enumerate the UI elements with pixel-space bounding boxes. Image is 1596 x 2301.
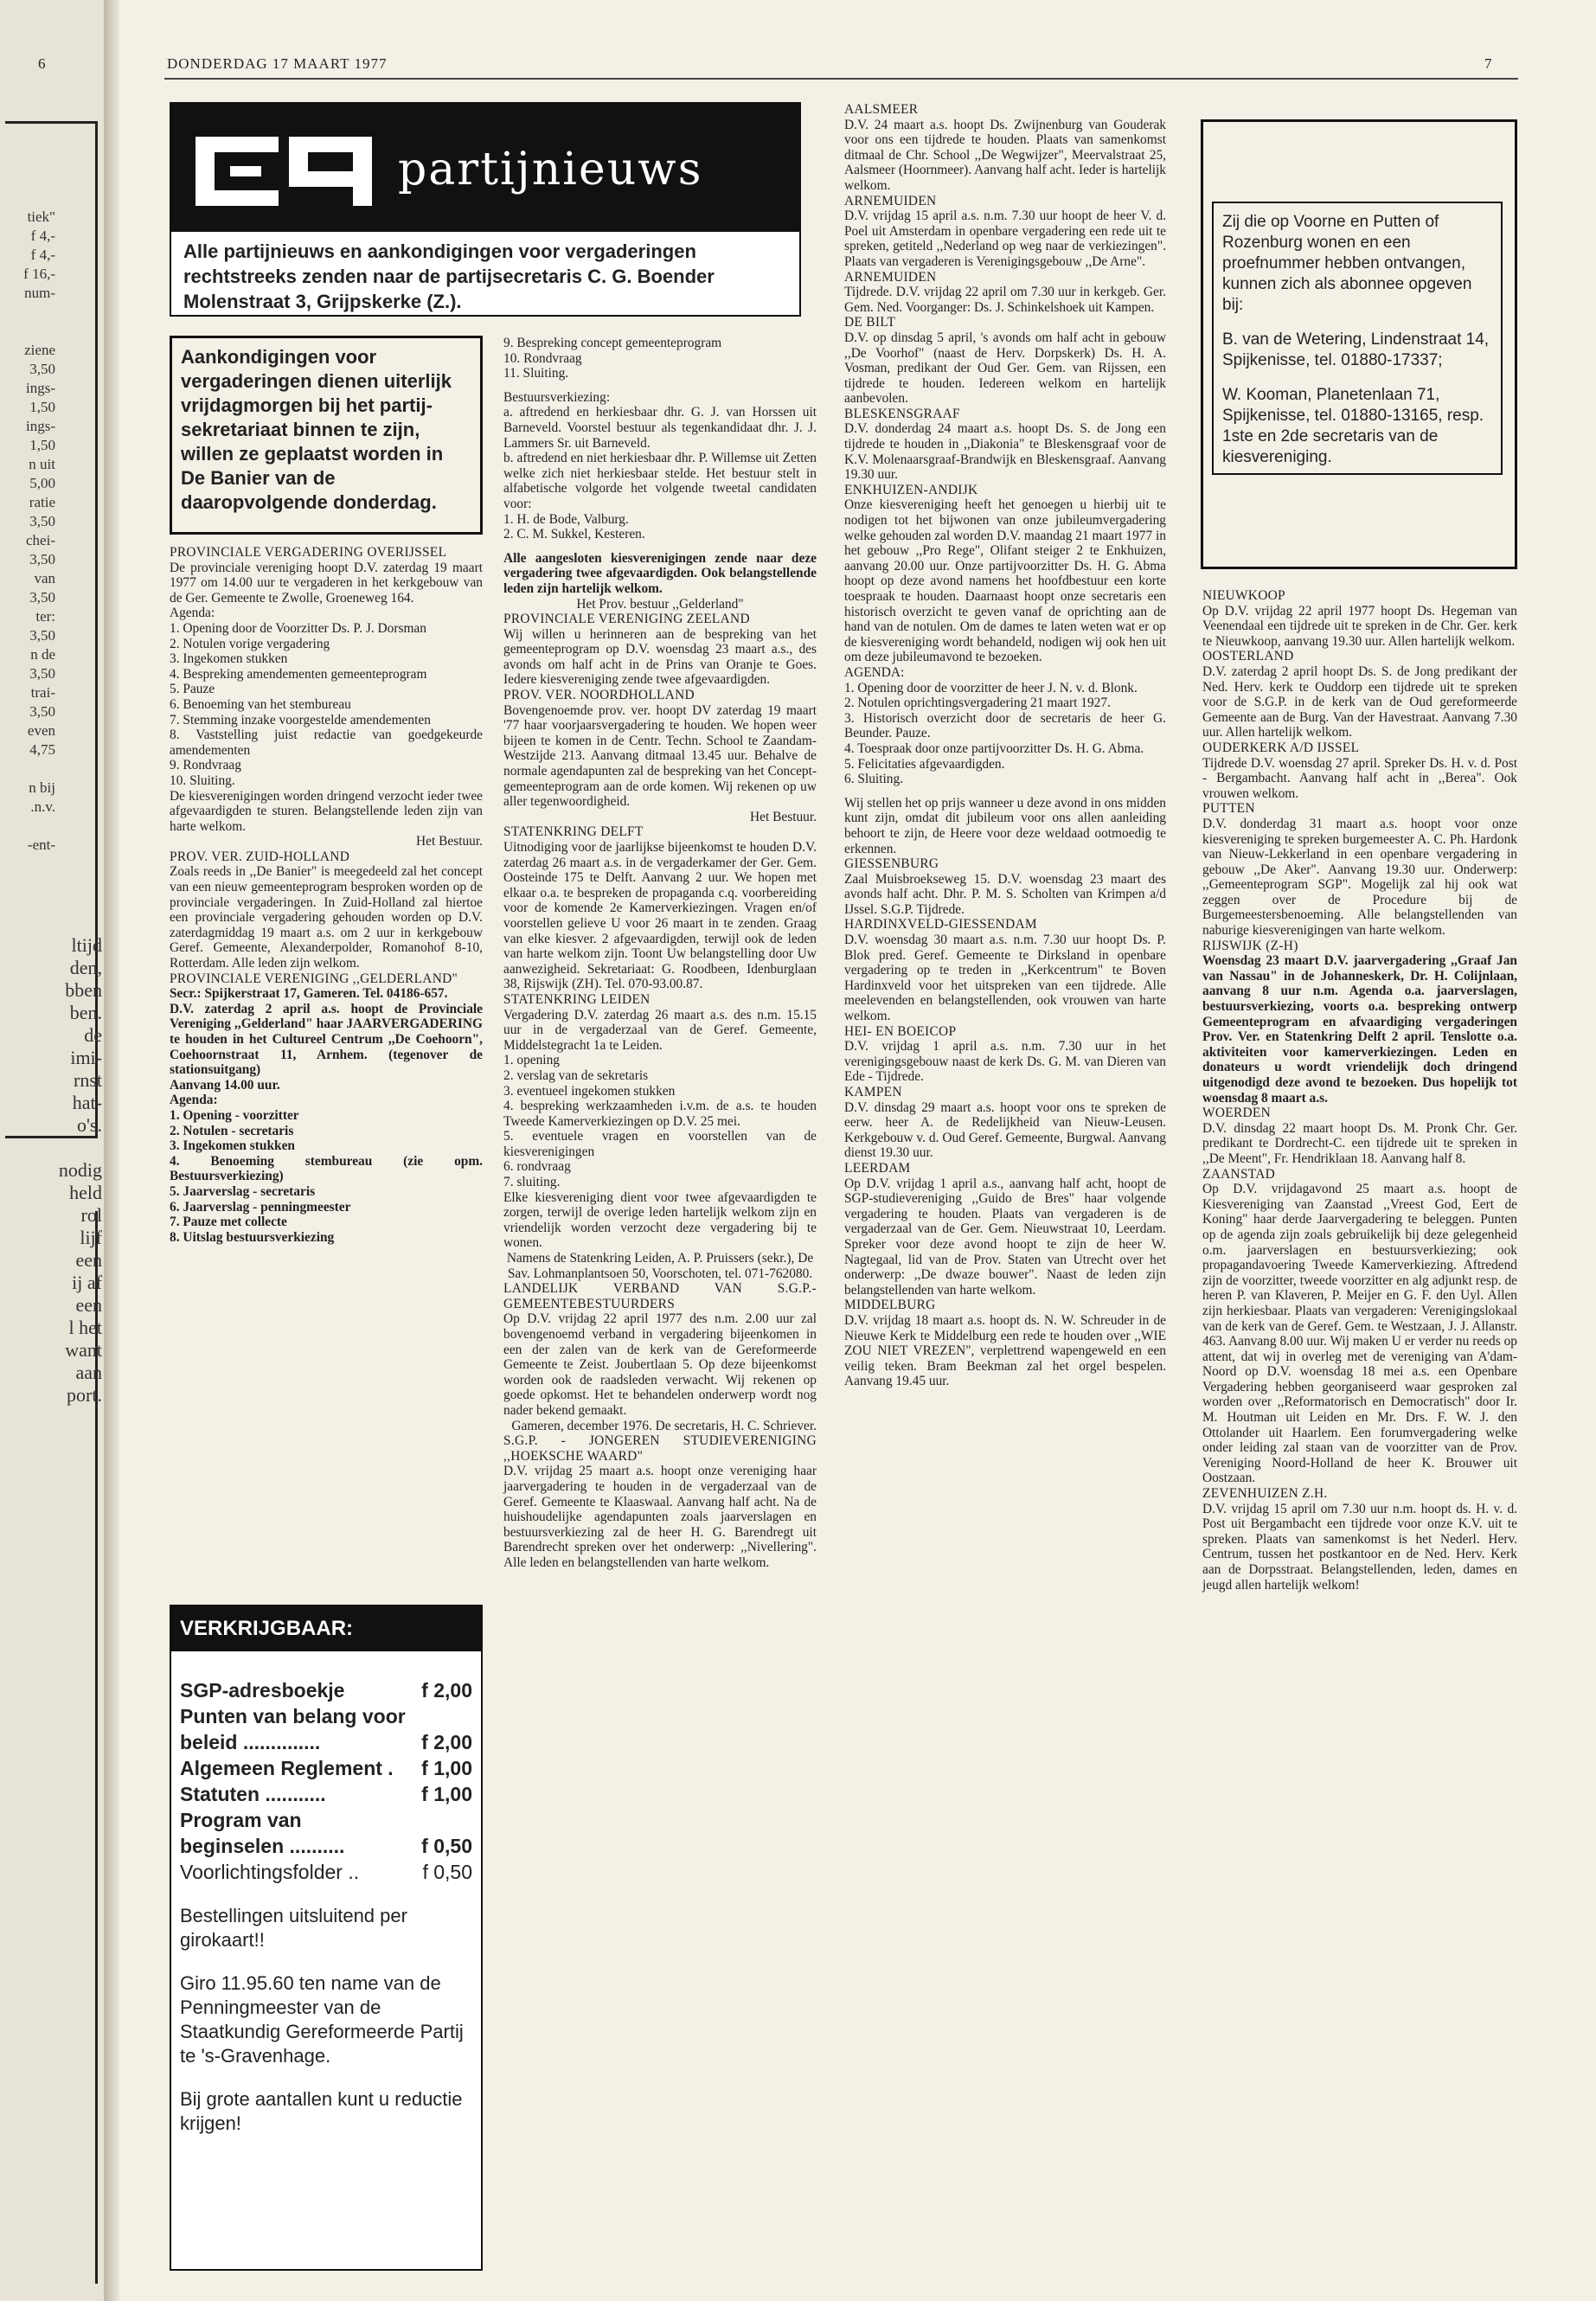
list-item: 4. Toespraak door onze partijvoorzitter Ds. H. G. Abma. <box>844 740 1144 756</box>
signature: Gameren, december 1976. De secretaris, H. C. Schriever. <box>511 1418 817 1433</box>
list-item: 2. Notulen oprichtingsvergadering 21 maart 1927. <box>844 695 1111 711</box>
list-item: 2. Notulen vorige vergadering <box>170 636 330 651</box>
list-item: 1. Opening door de Voorzitter Ds. P. J. Dorsman <box>170 620 426 636</box>
paragraph: Aanvang 14.00 uur. <box>170 1077 280 1093</box>
paragraph: D.V. vrijdag 25 maart a.s. hoopt onze vereniging haar jaarvergadering te houden in de vergaderzaal van de Geref. Gemeente te Klaaswaal. Aanvang half acht. Na de huishoudelijke agendapunten zoals jaarverslagen en bestuursverkiezing zal de heer H. G. Barendregt uit Barendrecht spreken over het onderwerp: ,,Nivellering". Alle leden en belangstellenden van harte welkom. <box>503 1464 817 1570</box>
paragraph: Op D.V. vrijdag 22 april 1977 des n.m. 2.00 uur zal bovengenoemd verband in vergadering bijeenkomen in een der zalen van de kerk van de Gereformeerde Gemeente te Zeist. Joubertlaan 5. Op deze bijeenkomst worden ook de raadsleden verwacht. Wij rekenen op goede opkomst. Het te behandelen onderwerp wordt nog nader bekend gemaakt. <box>503 1311 817 1418</box>
list-item: 5. Felicitaties afgevaardigden. <box>844 756 1005 772</box>
heading: STATENKRING DELFT <box>503 824 644 840</box>
price-row: Program van <box>180 1809 302 1831</box>
list-item: 3. Ingekomen stukken <box>170 1138 295 1154</box>
heading: PROV. VER. NOORDHOLLAND <box>503 688 695 703</box>
signature: Het Prov. bestuur ,,Gelderland" <box>576 596 744 612</box>
heading: ENKHUIZEN-ANDIJK <box>844 482 978 497</box>
list-item: 2. C. M. Sukkel, Kesteren. <box>503 527 645 542</box>
verk-reduction: Bij grote aantallen kunt u reductie krijgen! <box>180 2088 463 2134</box>
heading: PROVINCIALE VERENIGING ZEELAND <box>503 612 750 627</box>
heading: LANDELIJK VERBAND VAN S.G.P.-GEMEENTEBESTUURDERS <box>503 1281 817 1311</box>
heading: ZEVENHUIZEN Z.H. <box>1202 1486 1328 1502</box>
heading: WOERDEN <box>1202 1106 1272 1121</box>
heading: AALSMEER <box>844 102 919 117</box>
paragraph: Tijdrede D.V. woensdag 27 april. Spreker Ds. H. v. d. Post - Bergambacht. Aanvang half acht in ,,Berea". Ook vrouwen welkom. <box>1202 755 1517 801</box>
heading: MIDDELBURG <box>844 1298 936 1313</box>
price-row: Algemeen Reglement . f 1,00 <box>180 1757 472 1779</box>
list-item: 6. Jaarverslag - penningmeester <box>170 1199 351 1215</box>
heading: PROVINCIALE VERGADERING OVERIJSSEL <box>170 545 447 560</box>
list-item: 3. Historisch overzicht door de secretaris de heer G. Beunder. Pauze. <box>844 710 1166 741</box>
paragraph: D.V. dinsdag 22 maart hoopt Ds. M. Pronk Chr. Ger. predikant te Dordrecht-C. een tijdrede uit te spreken in ,,De Meent", Fr. Hendriklaan 18. Aanvang half 8. <box>1202 1120 1517 1166</box>
paragraph: Zij die op Voorne en Putten of Rozenburg wonen en een proefnummer hebben ontvangen, kunnen zich als abonnee opgeven bij: <box>1222 213 1472 314</box>
list-item: 1. opening <box>503 1053 560 1068</box>
strip-page-number: 6 <box>38 55 46 72</box>
paragraph: De provinciale vereniging hoopt D.V. zaterdag 19 maart 1977 om 14.00 uur te vergaderen in het kerkgebouw van de Ger. Gemeente te Zwolle, Groeneweg 164. <box>170 560 483 606</box>
banner-title: partijnieuws <box>398 144 703 195</box>
label: Agenda: <box>170 606 215 621</box>
heading: PUTTEN <box>1202 801 1255 817</box>
banner-intro: Alle partijnieuws en aankondigingen voor vergaderingen rechtstreeks zenden naar de partijsecretaris C. G. Boender Molenstraat 3, Grijpskerke (Z.). <box>170 230 801 317</box>
paragraph: B. van de Wetering, Lindenstraat 14, Spijkenisse, tel. 01880-17337; <box>1222 330 1490 369</box>
paragraph: Op D.V. vrijdag 22 april 1977 hoopt Ds. Hegeman van Veenendaal een tijdrede uit te spreken in de Chr. Ger. kerk te Nieuwkoop, aanvang 19.30 uur. Allen hartelijk welkom. <box>1202 603 1517 649</box>
list-item: 9. Bespreking concept gemeenteprogram <box>503 336 722 350</box>
subscription-box <box>1201 119 1517 569</box>
label: AGENDA: <box>844 664 905 680</box>
list-item: 5. eventuele vragen en voorstellen van de kiesverenigingen <box>503 1129 817 1159</box>
list-item: 7. Stemming inzake voorgestelde amendementen <box>170 712 431 727</box>
heading: DE BILT <box>844 315 896 330</box>
signature: Het Bestuur. <box>750 809 817 824</box>
column-4 <box>1202 588 1517 1593</box>
heading: ARNEMUIDEN <box>844 269 937 285</box>
list-item: 2. verslag van de sekretaris <box>503 1067 649 1083</box>
list-item: 5. Jaarverslag - secretaris <box>170 1183 316 1199</box>
paragraph: Onze kiesvereniging heeft het genoegen u hierbij uit te nodigen tot het bijwonen van onze jubileumvergadering welke gehouden zal worden D.V. maandag 21 maart 1977 in het gebouw ,,Pro Rege", Olifant steiger 2 te Enkhuizen, aanvang 20.00 uur. Onze partijvoorzitter Ds. H. G. Abma hoopt op deze avond namens het hoofdbestuur een korte toespraak te houden. Daarnaast hoopt onze secretaris een historisch overzicht te geven vanaf de oprichting aan de hand van de notulen. Om de dames te laten weten wat er op de kiesvereniging wordt behandeld, nodigen wij ook hen uit om deze jubileumavond te bezoeken. <box>844 497 1166 665</box>
price-row: Voorlichtingsfolder .. f 0,50 <box>180 1861 472 1883</box>
heading: BLESKENSGRAAF <box>844 406 960 421</box>
heading: ARNEMUIDEN <box>844 193 937 208</box>
page-gutter <box>104 0 119 2301</box>
partijnieuws-banner <box>170 102 801 230</box>
list-item: 4. Benoeming stembureau (zie opm. Bestuursverkiezing) <box>170 1153 483 1184</box>
paragraph: D.V. zaterdag 2 april hoopt Ds. S. de Jong predikant der Ned. Herv. kerk te Ouddorp een tijdrede uit te spreken voor de S.G.P. in de kerk van de Oud gereformeerde Gemeente aan de Burg. Van der Havestraat. Aanvang 7.30 uur. Allen hartelijk welkom. <box>1202 663 1517 740</box>
paragraph: Secr.: Spijkerstraat 17, Gameren. Tel. 04186-657. <box>170 986 448 1002</box>
list-item: 1. Opening door de voorzitter de heer J. N. v. d. Blonk. <box>844 680 1138 695</box>
price-row: Punten van belang voor <box>180 1705 406 1727</box>
verkrijgbaar-box <box>170 1605 483 2271</box>
paragraph: Tijdrede. D.V. vrijdag 22 april om 7.30 uur in kerkgeb. Ger. Gem. Ned. Voorganger: Ds. J. Schinkelshoek uit Kampen. <box>844 285 1166 315</box>
list-item: 11. Sluiting. <box>503 366 569 381</box>
list-item: b. aftredend en niet herkiesbaar dhr. P. Willemse uit Zetten welke zich niet herkiesbaar stelde. Het bestuur stelt in alfabetische volgorde het volgende tweetal candidaten voor: <box>503 451 817 511</box>
paragraph: Op D.V. vrijdagavond 25 maart a.s. hoopt de Kiesvereniging van Zaanstad ,,Vreest God, Eert de Koning" haar derde Jaarvergadering te beleggen. Punten op de agenda zijn zoals gebruikelijk bij deze gelegenheid o.m. jaarverslagen en bestuursverkiezing; ook propagandavoering Tweede Kamerverkiezing. Aftredend zijn de voorzitter, tweede voorzitter en alg adjunkt resp. de heren P. van Klaveren, P. Meijer en G. F. den Uyl. Allen zijn herkiesbaar. Plaats van vergaderen: Verenigingslokaal van de kerk van de Geref. Gem. te Westzaan, J. J. Allanstr. 463. Aanvang 8.00 uur. Wij maken U er verder nu reeds op attent, dat wij in overleg met de vereniging van A'dam-Noord op D.V. woensdag 18 mei a.s. een Openbare Vergadering hebben georganiseerd waar gesproken zal worden over ,,Reformatorisch en Democratisch" door Ir. M. Houtman uit Leiden en Mr. Drs. F. W. J. den Ottolander uit Haarlem. Een forumvergadering welke onder leiding zal staan van de voorzitter van de Prov. Vereniging Noord-Holland de heer K. Brouwer uit Oostzaan. <box>1202 1182 1517 1486</box>
paragraph: D.V. vrijdag 15 april a.s. n.m. 7.30 uur hoopt de heer V. d. Poel uit Amsterdam in openbare vergadering een rede uit te spreken, getiteld ,,Nederland op weg naar de verkiezingen". Plaats van vergaderen is Verenigingsgebouw ,,De Arne". <box>844 208 1166 269</box>
heading: PROV. VER. ZUID-HOLLAND <box>170 849 350 864</box>
price-row: Statuten ........... f 1,00 <box>180 1783 472 1805</box>
heading: S.G.P. - JONGEREN STUDIEVERENIGING ,,HOEKSCHE WAARD" <box>503 1433 817 1464</box>
strip-text-top: tiek" f 4,- f 4,- f 16,- num- ziene 3,50 ings- 1,50 ings- 1,50 n uit 5,00 ratie 3,50 chei- 3,50 van 3,50 ter: 3,50 n de 3,50 trai- 3,50 even 4,75 n bij .n.v. -ent- <box>23 208 55 853</box>
page-date: DONDERDAG 17 MAART 1977 <box>167 55 388 72</box>
paragraph: De kiesverenigingen worden dringend verzocht ieder twee afgevaardigden te sturen. Belangstellende leden zijn van harte welkom. <box>170 788 483 834</box>
signature: Het Bestuur. <box>416 834 483 849</box>
list-item: 10. Sluiting. <box>170 772 235 788</box>
heading: STATENKRING LEIDEN <box>503 991 651 1007</box>
paragraph: Vergadering D.V. zaterdag 26 maart a.s. des n.m. 15.15 uur in de vergaderzaal van de Geref. Gemeente, Middelstegracht 1a te Leiden. <box>503 1007 817 1053</box>
list-item: 3. Ingekomen stukken <box>170 651 288 667</box>
list-item: 2. Notulen - secretaris <box>170 1123 294 1138</box>
verk-note: Bestellingen uitsluitend per girokaart!! <box>180 1905 407 1951</box>
signature: Namens de Statenkring Leiden, A. P. Pruissers (sekr.), De Sav. Lohmanplantsoen 50, Voorschoten, tel. 071-762080. <box>506 1251 814 1281</box>
list-item: 9. Rondvraag <box>170 758 241 773</box>
column-2 <box>503 336 817 1571</box>
heading: KAMPEN <box>844 1085 902 1099</box>
list-item: 4. bespreking werkzaamheden i.v.m. de a.s. te houden Tweede Kamerverkiezingen op D.V. 25 mei. <box>503 1099 817 1129</box>
list-item: 6. Benoeming van het stembureau <box>170 696 351 712</box>
paragraph: Op D.V. vrijdag 1 april a.s., aanvang half acht, hoopt de SGP-studievereniging ,,Guido de Bres" haar volgende vergadering te houden. Plaats van vergaderen is de vergaderzaal van de Ger. Gem. Nieuwstraat 10, Leerdam. Spreker voor deze avond hoopt te zijn de heer W. Nagtegaal, lid van de Prov. Staten van Utrecht over het onderwerp: ,,De dwaze bouwer". Naast de leden zijn belangstellenden van harte welkom. <box>844 1176 1166 1298</box>
paragraph: D.V. woensdag 30 maart a.s. n.m. 7.30 uur hoopt Ds. P. Blok pred. Geref. Gemeente te Dirksland in openbare vergadering op te treden in ,,Kerkcentrum" te Boven Hardinxveld voor het uitspreken van een tijdrede. Alle meelevenden en belangstellenden, ook vrouwen van harte welkom. <box>844 933 1166 1024</box>
price-row: beginselen .......... f 0,50 <box>180 1835 472 1857</box>
paragraph: D.V. 24 maart a.s. hoopt Ds. Zwijnenburg van Gouderak voor ons een tijdrede te houden. Plaats van samenkomst ditmaal de Chr. School ,,De Wegwijzer", Meervalstraat 25, Aalsmeer (Hoornmeer). Aanvang half acht. Ieder is hartelijk welkom. <box>844 117 1166 193</box>
page-number: 7 <box>1484 55 1492 72</box>
price-row: beleid .............. f 2,00 <box>180 1731 472 1753</box>
list-item: 4. Bespreking amendementen gemeenteprogram <box>170 666 427 682</box>
heading: PROVINCIALE VERENIGING ,,GELDERLAND" <box>170 971 458 986</box>
list-item: 7. Pauze met collecte <box>170 1215 287 1230</box>
column-1 <box>170 545 483 1245</box>
notice-box: Aankondigingen voor vergaderingen dienen uiterlijk vrijdagmorgen bij het partij-sekretariaat binnen te zijn, willen ze geplaatst worden in De Banier van de daaropvolgende donderdag. <box>170 336 483 535</box>
list-item: 10. Rondvraag <box>503 350 582 366</box>
heading: NIEUWKOOP <box>1202 588 1285 603</box>
paragraph: Bovengenoemde prov. ver. hoopt DV zaterdag 19 maart '77 haar voorjaarsvergadering te houden. We hopen weer bijeen te komen in de Centr. Techn. School te Zaandam-Westzijde 213. Aanvang ditmaal 13.45 uur. Behalve de normale agendapunten zal de bespreking van het Concept-gemeenteprogram aan de orde komen. Wij rekenen op uw aller tegenwoordigheid. <box>503 702 817 810</box>
paragraph: Zaal Muisbroekseweg 15. D.V. woensdag 23 maart des avonds half acht. Dhr. P. M. S. Scholten van Krimpen a/d IJssel. S.G.P. Tijdrede. <box>844 871 1166 917</box>
sgp-logo <box>195 137 377 206</box>
column-3 <box>844 102 1166 1389</box>
paragraph: Woensdag 23 maart D.V. jaarvergadering ,,Graaf Jan van Nassau" in de Johanneskerk, Dr. H. Colijnlaan, aanvang 8 uur n.m. Agenda o.a. jaarverslagen, bestuursverkiezing, voorts o.a. bespreking ontwerp Gemeenteprogram en afvaardiging vergaderingen Prov. Ver. en Statenkring Delft 2 april. Tenslotte o.a. aktiviteiten voor kamerverkiezingen. Leden en donateurs u wordt vriendelijk doch dringend uitgenodigd deze avond te bezoeken. Dus hopelijk tot woensdag 8 maart a.s. <box>1202 953 1517 1106</box>
heading: HEI- EN BOEICOP <box>844 1023 957 1039</box>
list-item: 8. Vaststelling juist redactie van goedgekeurde amendementen <box>170 727 483 758</box>
strip-text-bottom: ltijd den, bben ben. de imi- rnst hat- o's. nodig held rol lijf een ij af een l het want aan port. <box>58 934 102 1406</box>
paragraph: Alle aangesloten kiesverenigingen zende naar deze vergadering twee afgevaardigden. Ook belangstellende leden zijn hartelijk welkom. <box>503 550 817 596</box>
subscription-inner <box>1212 202 1503 475</box>
heading: RIJSWIJK (Z-H) <box>1202 938 1298 953</box>
label: Agenda: <box>170 1093 218 1108</box>
price-row: SGP-adresboekje f 2,00 <box>180 1679 472 1702</box>
list-item: a. aftredend en herkiesbaar dhr. G. J. van Horssen uit Barneveld. Voorstel bestuur als tegenkandidaat dhr. J. J. Lammers Sr. uit Barneveld. <box>503 405 817 451</box>
label: Bestuursverkiezing: <box>503 389 611 405</box>
paragraph: Uitnodiging voor de jaarlijkse bijeenkomst te houden D.V. zaterdag 26 maart a.s. in de vergaderkamer der Ger. Gem. Oosteinde 175 te Delft. Aanvang 2 uur. We hopen met elkaar o.a. te bespreken de propaganda c.q. voorbereiding voor de komende 2e Kamerverkiezingen. Vragen en/of voorstellen gelieve U voor 26 maart in te zenden. Graag van elke kiesver. 2 afgevaardigden, terwijl ook de leden van harte welkom zijn. Toont Uw belangstelling door Uw aanwezigheid. Sekretariaat: G. Roodbeen, Idenburglaan 38, Rijswijk (ZH). Tel. 070-93.00.87. <box>503 840 817 992</box>
list-item: 6. rondvraag <box>503 1159 571 1175</box>
paragraph: W. Kooman, Planetenlaan 71, Spijkenisse, tel. 01880-13165, resp. 1ste en 2de secretaris van de kiesvereniging. <box>1222 386 1484 466</box>
paragraph: D.V. donderdag 31 maart a.s. hoopt voor onze kiesvereniging te spreken burgemeester A. C. Ph. Hardonk van Nieuw-Lekkerland in een openbare vergadering in gebouw ,,De Aker". Aanvang 19.30 uur. Onderwerp: ,,Gemeenteprogram SGP". Mogelijk zal hij ook wat zeggen over de Procedure bij de Burgemeestersbenoeming. Alle belangstellenden van naburige kiesverenigingen van harte welkom. <box>1202 816 1517 939</box>
paragraph: D.V. dinsdag 29 maart a.s. hoopt voor ons te spreken de eerw. heer A. de Redelijkheid van Nieuw-Leusen. Kerkgebouw v. d. Oud Geref. Gemeente, Burgwal. Aanvang dienst 19.30 uur. <box>844 1099 1166 1161</box>
list-item: 5. Pauze <box>170 682 215 697</box>
paragraph: Elke kiesvereniging dient voor twee afgevaardigden te zorgen, terwijl de overige leden hartelijk welkom zijn en vriendelijk worden verzocht deze vergadering bij te wonen. <box>503 1189 817 1251</box>
header-rule <box>164 78 1518 80</box>
paragraph: D.V. vrijdag 15 april om 7.30 uur n.m. hoopt ds. H. v. d. Post uit Bergambacht een tijdrede voor onze K.V. uit te spreken. Plaats van samenkomst is het Nederl. Herv. Centrum, tussen het postkantoor en de Ned. Herv. Kerk aan de Dorpsstraat. Belangstellenden, leden, dames en jeugd allen hartelijk welkom! <box>1202 1501 1517 1593</box>
paragraph: D.V. donderdag 24 maart a.s. hoopt Ds. S. de Jong een tijdrede te houden in ,,Diakonia" te Bleskensgraaf voor de K.V. Molenaarsgraaf-Brandwijk en Bleskensgraaf. Aanvang 19.30 uur. <box>844 421 1166 483</box>
heading: GIESSENBURG <box>844 856 939 872</box>
list-item: 1. Opening - voorzitter <box>170 1107 299 1123</box>
paragraph: Wij stellen het op prijs wanneer u deze avond in ons midden kunt zijn, omdat dit jubileum voor ons allen aanleiding behoort te zijn, de Heere voor deze weldaad ootmoedig te erkennen. <box>844 795 1166 856</box>
paragraph: D.V. zaterdag 2 april a.s. hoopt de Provinciale Vereniging ,,Gelderland" haar JAARVERGADERING te houden in het Cultureel Centrum ,,De Coehoorn", Coehoornstraat 11, Arnhem. (tegenover de stationsuitgang) <box>170 1001 483 1078</box>
heading: OUDERKERK A/D IJSSEL <box>1202 740 1360 755</box>
heading: OOSTERLAND <box>1202 649 1294 664</box>
heading: LEERDAM <box>844 1160 911 1176</box>
list-item: 6. Sluiting. <box>844 772 903 787</box>
paragraph: D.V. vrijdag 18 maart a.s. hoopt ds. N. W. Schreuder in de Nieuwe Kerk te Middelburg een rede te houden over ,,WIE ZOU NIET VREZEN", verplettrend wapengeweld en een veilig teken. Bram Beekman zal het orgel bespelen. Aanvang 19.45 uur. <box>844 1312 1166 1389</box>
list-item: 3. eventueel ingekomen stukken <box>503 1083 676 1099</box>
paragraph: D.V. op dinsdag 5 april, 's avonds om half acht in gebouw ,,De Voorhof" (naast de Herv. Dorpskerk) Ds. H. A. Vosman, predikant der Oud Ger. Gem. van Rijssen, een tijdrede te houden. Iedereen welkom en hartelijk aanbevolen. <box>844 330 1166 407</box>
list-item: 7. sluiting. <box>503 1175 561 1190</box>
list-item: 8. Uitslag bestuursverkiezing <box>170 1229 335 1245</box>
verk-giro: Giro 11.95.60 ten name van de Penningmeester van de Staatkundig Gereformeerde Partij te 's-Gravenhage. <box>180 1972 464 2067</box>
paragraph: D.V. vrijdag 1 april a.s. n.m. 7.30 uur in het verenigingsgebouw naast de kerk Ds. G. M. van Dieren van Ede - Tijdrede. <box>844 1039 1166 1085</box>
heading: ZAANSTAD <box>1202 1166 1276 1182</box>
verkrijgbaar-title: VERKRIJGBAAR: <box>171 1606 481 1651</box>
heading: HARDINXVELD-GIESSENDAM <box>844 917 1037 933</box>
paragraph: Wij willen u herinneren aan de bespreking van het gemeenteprogram op D.V. woensdag 23 maart a.s., des avonds om half acht in de Prins van Oranje te Goes. Iedere kiesvereniging zende twee afgevaardigden. <box>503 626 817 688</box>
paragraph: Zoals reeds in ,,De Banier" is meegedeeld zal het concept van een nieuw gemeenteprogram besproken worden op de provinciale vergaderingen. In Zuid-Holland zal hiertoe een provinciale vergadering gehouden worden op D.V. zaterdagmiddag 19 maart a.s. om 2 uur in kerkgebouw Geref. Gemeente, Alexanderpolder, Romanohof 8-10, Rotterdam. Alle leden zijn welkom. <box>170 864 483 971</box>
list-item: 1. H. de Bode, Valburg. <box>503 511 629 527</box>
